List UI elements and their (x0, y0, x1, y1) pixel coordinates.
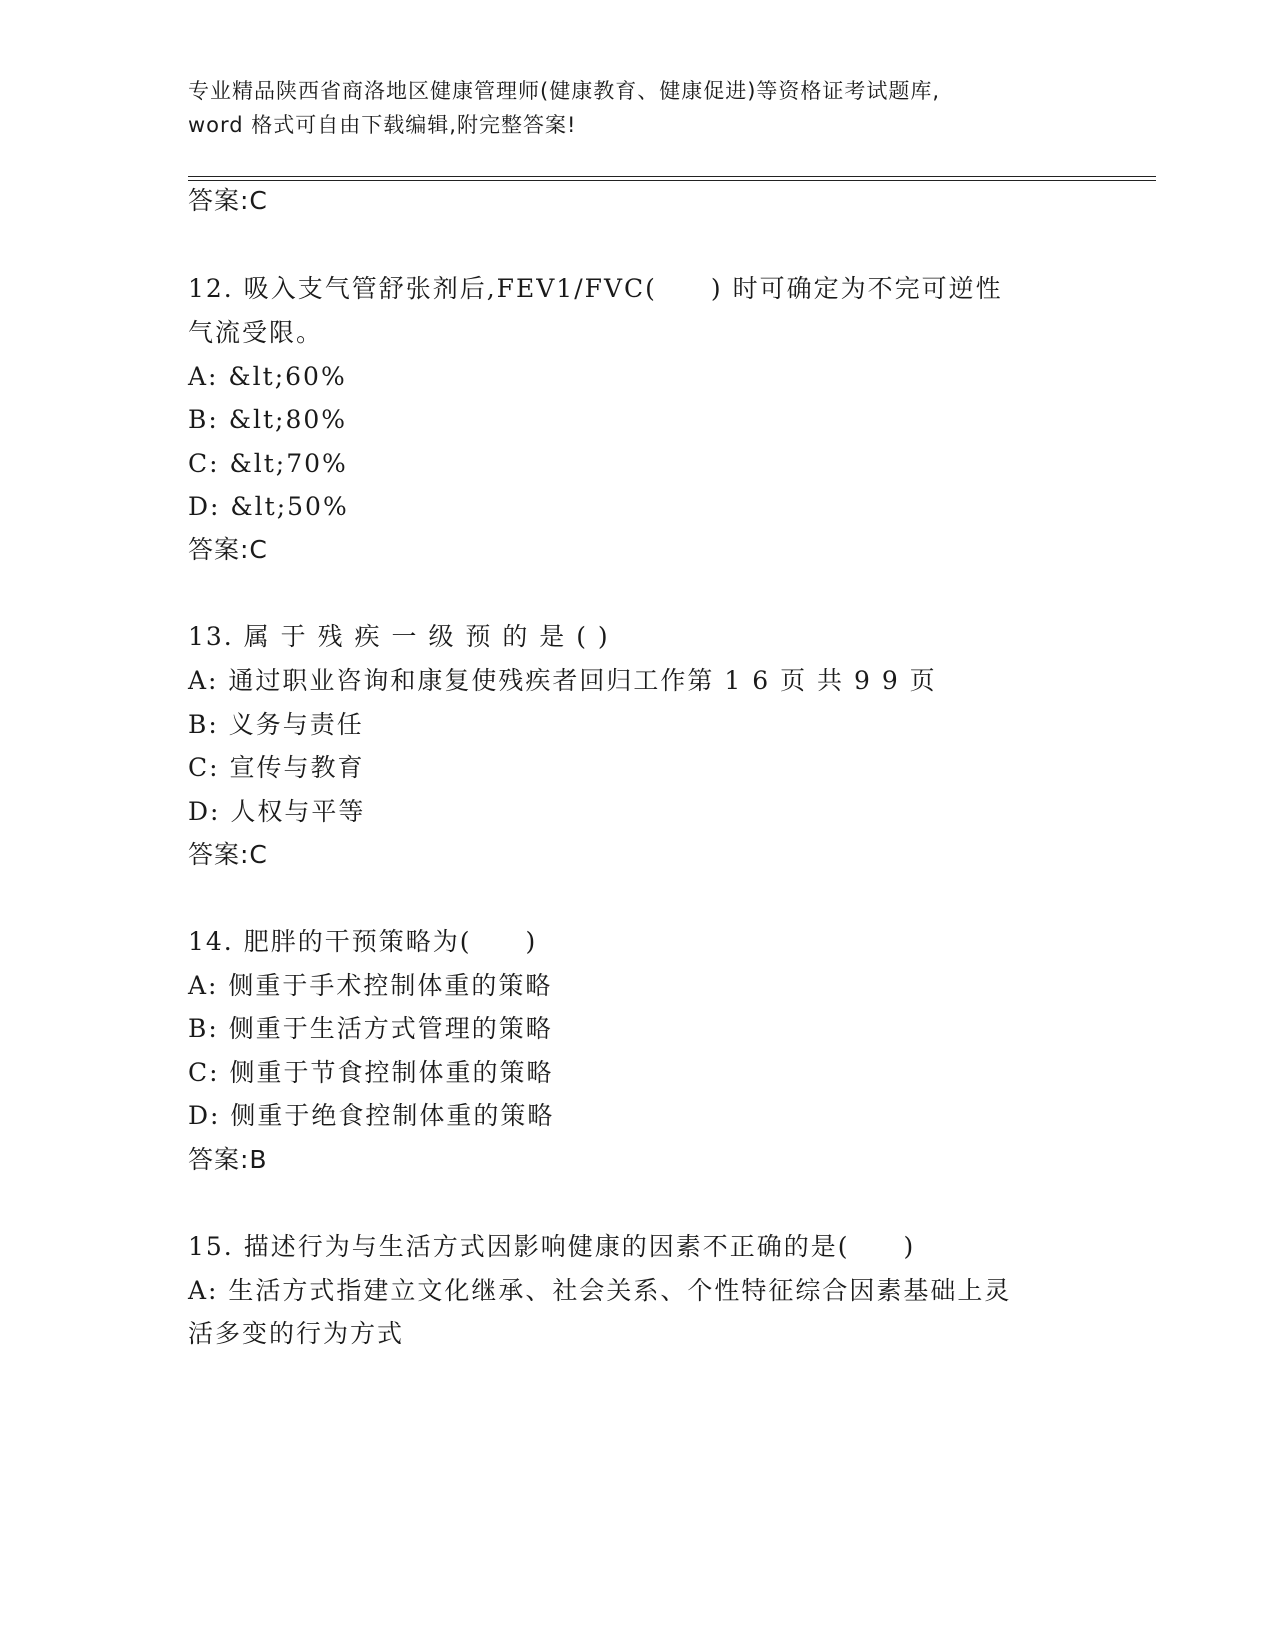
question-13-option-b: B: 义务与责任 (188, 710, 364, 739)
header-line-1: 专业精品陕西省商洛地区健康管理师(健康教育、健康促进)等资格证考试题库, (188, 79, 941, 103)
question-14-option-a: A: 侧重于手术控制体重的策略 (188, 971, 553, 1000)
question-12-option-a: A: &lt;60% (188, 362, 347, 391)
header-line-2: word 格式可自由下载编辑,附完整答案! (188, 113, 577, 137)
question-14-option-d: D: 侧重于绝食控制体重的策略 (188, 1101, 555, 1130)
question-14-option-c: C: 侧重于节食控制体重的策略 (188, 1058, 554, 1087)
question-12-option-d: D: &lt;50% (188, 492, 349, 521)
question-13-stem: 13. 属 于 残 疾 一 级 预 的 是 ( ) (188, 622, 610, 651)
question-13-option-d: D: 人权与平等 (188, 797, 366, 826)
question-13-option-a: A: 通过职业咨询和康复使残疾者回归工作第 1 6 页 共 9 9 页 (188, 666, 937, 695)
answer-13: 答案:C (188, 840, 268, 869)
question-13-option-c: C: 宣传与教育 (188, 753, 365, 782)
page-header (188, 74, 1068, 142)
question-14-option-b: B: 侧重于生活方式管理的策略 (188, 1014, 553, 1043)
answer-11: 答案:C (188, 186, 268, 215)
question-15-option-a-cont: 活多变的行为方式 (188, 1319, 405, 1348)
question-15-stem: 15. 描述行为与生活方式因影响健康的因素不正确的是( ) (188, 1232, 916, 1261)
answer-12: 答案:C (188, 535, 268, 564)
answer-14: 答案:B (188, 1145, 268, 1174)
question-12-stem: 12. 吸入支气管舒张剂后,FEV1/FVC( ) 时可确定为不完可逆性 (188, 274, 1003, 303)
question-14-stem: 14. 肥胖的干预策略为( ) (188, 927, 538, 956)
question-15-option-a: A: 生活方式指建立文化继承、社会关系、个性特征综合因素基础上灵 (188, 1276, 1012, 1305)
question-12-stem-cont: 气流受限。 (188, 318, 324, 347)
question-12-option-c: C: &lt;70% (188, 449, 348, 478)
question-12-option-b: B: &lt;80% (188, 405, 348, 434)
header-divider (188, 176, 1156, 181)
